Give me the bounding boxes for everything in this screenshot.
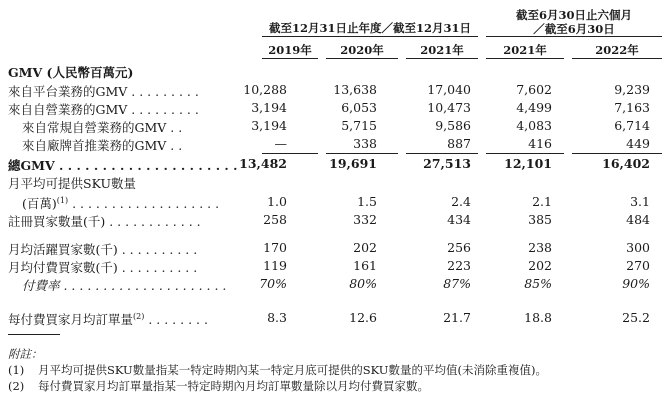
cell: 258 <box>263 212 287 227</box>
row-label-monthly-active-buyers: 月均活躍買家數(千) . . . . . . . . . . <box>8 242 198 257</box>
subtotal-rule-2019 <box>262 153 318 154</box>
cell: — <box>274 136 287 151</box>
cell: 238 <box>528 240 552 255</box>
subtotal-rule-2021-h1 <box>486 153 564 154</box>
cell: 3,194 <box>251 118 287 133</box>
cell: 7,602 <box>516 82 552 97</box>
note-1 <box>8 362 547 378</box>
cell: 2.1 <box>532 194 552 209</box>
note-1-text: 月平均可提供SKU數量指某一特定時期內某一特定月底可提供的SKU數量的平均值(未消除重複值)。 <box>38 363 547 377</box>
cell: 202 <box>528 258 552 273</box>
cell: 161 <box>353 258 377 273</box>
row-label-total-gmv: 總GMV . . . . . . . . . . . . . . . . . . . . . <box>8 158 238 173</box>
year-header-2020: 2020年 <box>340 43 384 57</box>
cell: 13,482 <box>239 156 287 171</box>
year-underline-2020 <box>326 58 398 59</box>
cell: 338 <box>353 136 377 151</box>
year-header-2021-h1: 2021年 <box>503 43 547 57</box>
notes-title: 附註： <box>8 347 43 361</box>
cell: 332 <box>353 212 377 227</box>
row-label-registered-buyers: 註冊買家數量(千) . . . . . . . . . . . . <box>8 214 201 229</box>
cell: 12,101 <box>504 156 552 171</box>
cell: 300 <box>626 240 650 255</box>
cell: 4,083 <box>516 118 552 133</box>
cell: 887 <box>447 136 471 151</box>
row-label-dots: . . . . . . . . . . . . . . . . . . . <box>68 196 220 211</box>
cell: 416 <box>528 136 552 151</box>
cell: 4,499 <box>516 100 552 115</box>
row-label-monthly-sku: 月平均可提供SKU數量 <box>8 176 136 191</box>
cell: 449 <box>626 136 650 151</box>
cell: 170 <box>263 240 287 255</box>
cell: 18.8 <box>524 310 552 325</box>
cell: 10,288 <box>243 82 287 97</box>
cell: 6,053 <box>341 100 377 115</box>
header-group-halfyear-line1: 截至6月30日止六個月 <box>515 8 632 22</box>
cell: 17,040 <box>427 82 471 97</box>
cell: 90% <box>622 276 650 291</box>
year-header-2019: 2019年 <box>268 43 312 57</box>
cell: 256 <box>447 240 471 255</box>
cell: 9,586 <box>435 118 471 133</box>
cell: 270 <box>626 258 650 273</box>
row-label-payment-rate: 付費率 . . . . . . . . . . . . . . . . . . . . . <box>22 278 227 293</box>
note-2-index: (2) <box>8 379 25 393</box>
note-2-text: 每付費買家月均訂單量指某一特定時期內月均訂單數量除以月均付費買家數。 <box>38 379 429 393</box>
cell: 434 <box>447 212 471 227</box>
cell: 70% <box>259 276 287 291</box>
cell: 1.0 <box>267 194 287 209</box>
row-label-sku-millions <box>22 194 219 212</box>
row-label-self-operated-gmv: 來自自營業務的GMV . . . . . . . . . <box>8 102 199 117</box>
row-label-brand-first-launch-gmv: 來自廠牌首推業務的GMV . . <box>22 138 183 153</box>
cell: 25.2 <box>622 310 650 325</box>
cell: 3,194 <box>251 100 287 115</box>
note-2 <box>8 378 429 394</box>
cell: 21.7 <box>443 310 471 325</box>
cell: 27,513 <box>423 156 471 171</box>
subtotal-rule-2020 <box>326 153 398 154</box>
cell: 3.1 <box>630 194 650 209</box>
cell: 202 <box>353 240 377 255</box>
cell: 19,691 <box>329 156 377 171</box>
row-label-orders-text: 每付費買家月均訂單量 <box>8 312 134 327</box>
year-underline-2022-h1 <box>572 58 662 59</box>
cell: 223 <box>447 258 471 273</box>
header-group-annual: 截至12月31日止年度／截至12月31日 <box>268 21 471 35</box>
cell: 1.5 <box>357 194 377 209</box>
note-1-index: (1) <box>8 363 25 377</box>
section-title: GMV (人民幣百萬元) <box>8 65 134 80</box>
row-label-regular-self-operated-gmv: 來自常規自營業務的GMV . . <box>22 120 183 135</box>
year-header-2022-h1: 2022年 <box>595 43 639 57</box>
year-underline-2019 <box>262 58 318 59</box>
cell: 119 <box>263 258 287 273</box>
footnote-ref-2: (2) <box>133 311 145 321</box>
cell: 385 <box>528 212 552 227</box>
cell: 13,638 <box>333 82 377 97</box>
footnote-ref-1: (1) <box>56 195 69 205</box>
row-label-monthly-paying-buyers: 月均付費買家數(千) . . . . . . . . . . <box>8 260 198 275</box>
year-header-2021: 2021年 <box>420 43 464 57</box>
cell: 87% <box>443 276 471 291</box>
notes-divider <box>8 334 60 335</box>
cell: 7,163 <box>614 100 650 115</box>
row-label-orders-per-paying-buyer <box>8 310 208 328</box>
cell: 9,239 <box>614 82 650 97</box>
cell: 484 <box>626 212 650 227</box>
row-label-sku-unit: (百萬) <box>22 196 57 211</box>
year-underline-2021-h1 <box>486 58 564 59</box>
cell: 16,402 <box>602 156 650 171</box>
row-label-platform-gmv: 來自平台業務的GMV . . . . . . . . . <box>8 84 199 99</box>
header-group-annual-underline <box>262 36 478 37</box>
cell: 6,714 <box>614 118 650 133</box>
row-label-dots: . . . . . . . . <box>144 312 208 327</box>
year-underline-2021 <box>406 58 478 59</box>
cell: 85% <box>524 276 552 291</box>
cell: 80% <box>349 276 377 291</box>
cell: 10,473 <box>427 100 471 115</box>
header-group-halfyear-line2: ／截至6月30日 <box>533 22 615 36</box>
header-group-halfyear-underline <box>486 36 662 37</box>
cell: 2.4 <box>451 194 471 209</box>
cell: 8.3 <box>267 310 287 325</box>
subtotal-rule-2022-h1 <box>572 153 662 154</box>
cell: 5,715 <box>341 118 377 133</box>
cell: 12.6 <box>349 310 377 325</box>
subtotal-rule-2021 <box>406 153 478 154</box>
